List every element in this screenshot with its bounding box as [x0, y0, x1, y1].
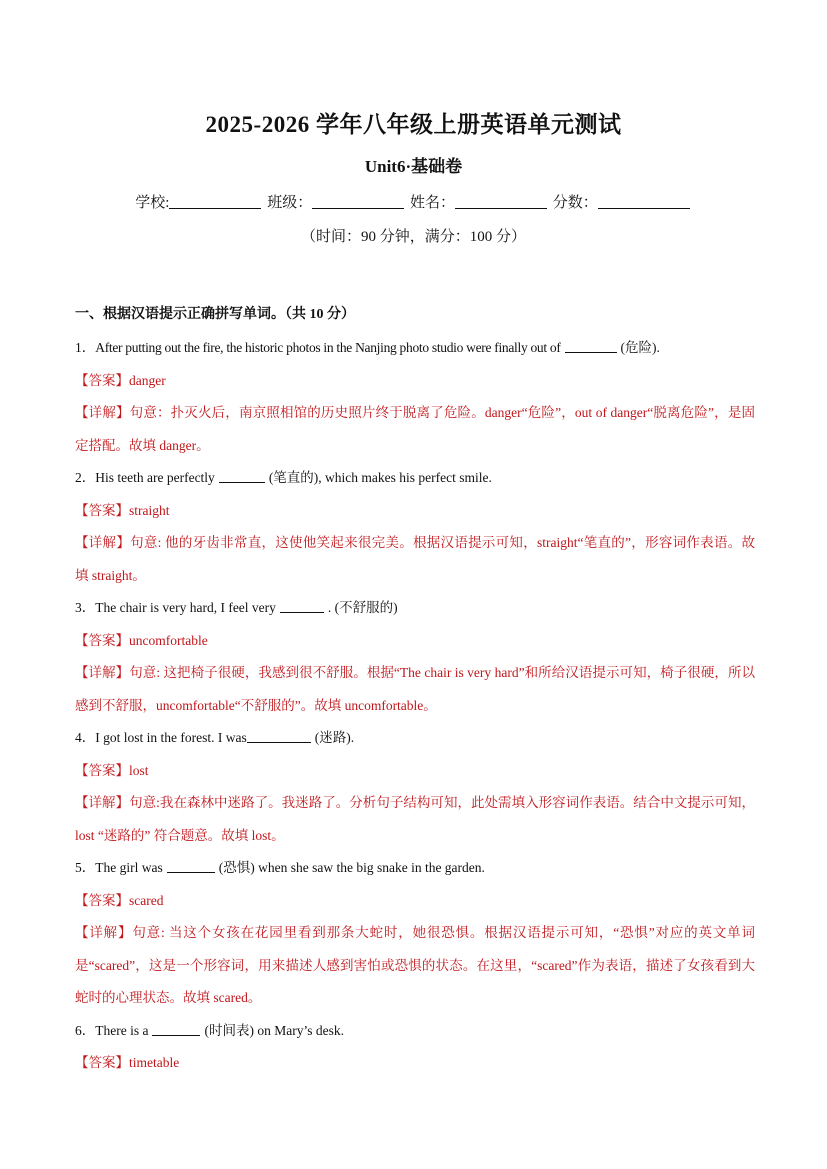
student-info-row — [0, 191, 827, 212]
question-hint: (时间表) on Mary’s desk. — [204, 1022, 344, 1038]
answer-text: scared — [129, 892, 164, 908]
name-label: 姓名： — [409, 195, 455, 211]
answer-1 — [75, 365, 755, 398]
question-number: 1． — [75, 340, 96, 355]
name-blank[interactable] — [455, 194, 547, 209]
answer-text: lost — [129, 762, 149, 778]
question-5 — [75, 852, 755, 885]
question-1 — [75, 332, 755, 365]
question-stem: The chair is very hard, I feel very — [95, 600, 276, 615]
question-number: 6． — [75, 1022, 96, 1038]
detail-tag: 【详解】 — [75, 665, 130, 680]
detail-tag: 【详解】 — [75, 405, 130, 420]
question-list — [75, 332, 755, 1080]
question-stem: His teeth are perfectly — [95, 470, 215, 485]
detail-tag: 【详解】 — [75, 925, 133, 940]
detail-3 — [75, 657, 755, 722]
answer-text: straight — [129, 502, 170, 518]
answer-blank[interactable] — [152, 1022, 200, 1036]
answer-2 — [75, 495, 755, 528]
answer-tag: 【答案】 — [75, 892, 129, 908]
detail-text: 句意: 当这个女孩在花园里看到那条大蛇时，她很恐惧。根据汉语提示可知，“恐惧”对应的英文单词是“scared”，这是一个形容词，用来描述人感到害怕或恐惧的状态。在这里，“scared”作为表语，描述了女孩看到大蛇时的心理状态。故填 scared。 — [75, 925, 756, 1005]
question-hint: (恐惧) when she saw the big snake in the garden. — [218, 860, 485, 875]
question-stem: I got lost in the forest. I was — [95, 730, 247, 745]
question-hint: (迷路). — [314, 730, 355, 745]
answer-tag: 【答案】 — [75, 502, 129, 518]
detail-text: 句意:我在森林中迷路了。我迷路了。分析句子结构可知，此处需填入形容词作表语。结合中文提示可知，lost “迷路的” 符合题意。故填 lost。 — [75, 795, 756, 843]
score-blank[interactable] — [598, 194, 690, 209]
question-number: 2． — [75, 470, 96, 485]
answer-blank[interactable] — [219, 469, 265, 483]
answer-tag: 【答案】 — [75, 1055, 129, 1070]
answer-tag: 【答案】 — [75, 762, 129, 778]
answer-blank[interactable] — [167, 859, 215, 873]
answer-5 — [75, 885, 755, 918]
question-6 — [75, 1015, 755, 1048]
detail-1 — [75, 397, 755, 462]
detail-5 — [75, 917, 755, 1015]
question-hint: (笔直的), which makes his perfect smile. — [268, 470, 492, 485]
detail-text: 句意：扑灭火后，南京照相馆的历史照片终于脱离了危险。danger“危险”，out of danger“脱离危险”，是固定搭配。故填 danger。 — [75, 405, 755, 453]
answer-blank[interactable] — [565, 339, 617, 353]
detail-text: 句意: 他的牙齿非常直，这使他笑起来很完美。根据汉语提示可知，straight“笔直的”，形容词作表语。故填 straight。 — [75, 535, 756, 583]
answer-4 — [75, 755, 755, 788]
question-stem: There is a — [95, 1022, 149, 1038]
answer-6 — [75, 1047, 755, 1080]
answer-text: uncomfortable — [129, 632, 208, 648]
answer-blank[interactable] — [280, 599, 324, 613]
question-stem: The girl was — [95, 860, 163, 875]
answer-text: timetable — [129, 1055, 180, 1070]
question-number: 3． — [75, 600, 96, 615]
detail-2 — [75, 527, 755, 592]
score-label: 分数： — [552, 195, 598, 211]
page-title: 2025-2026 学年八年级上册英语单元测试 — [205, 112, 622, 137]
question-stem: After putting out the fire, the historic photos in the Nanjing photo studio were finally out of — [95, 340, 561, 355]
detail-tag: 【详解】 — [75, 535, 131, 550]
answer-tag: 【答案】 — [75, 632, 129, 648]
detail-text: 句意: 这把椅子很硬，我感到很不舒服。根据“The chair is very hard”和所给汉语提示可知，椅子很硬，所以感到不舒服，uncomfortable“不舒服的”。故填 uncomfortable。 — [75, 665, 755, 713]
question-4 — [75, 722, 755, 755]
detail-4 — [75, 787, 755, 852]
page-subtitle: Unit6·基础卷 — [364, 157, 463, 176]
class-blank[interactable] — [312, 194, 404, 209]
question-hint: . (不舒服的) — [327, 600, 398, 615]
question-hint: (危险). — [620, 340, 660, 355]
question-number: 5． — [75, 860, 96, 875]
question-number: 4． — [75, 730, 96, 745]
answer-tag: 【答案】 — [75, 372, 129, 388]
section-heading: 一、根据汉语提示正确拼写单词。（共 10 分） — [75, 307, 355, 322]
class-label: 班级： — [267, 195, 313, 211]
detail-tag: 【详解】 — [75, 795, 130, 810]
answer-blank[interactable] — [247, 729, 311, 743]
question-3 — [75, 592, 755, 625]
question-2 — [75, 462, 755, 495]
time-note: （时间：90 分钟，满分：100 分） — [300, 229, 526, 245]
answer-text: danger — [129, 372, 166, 388]
school-label: 学校: — [135, 195, 170, 211]
answer-3 — [75, 625, 755, 658]
school-blank[interactable] — [169, 194, 261, 209]
